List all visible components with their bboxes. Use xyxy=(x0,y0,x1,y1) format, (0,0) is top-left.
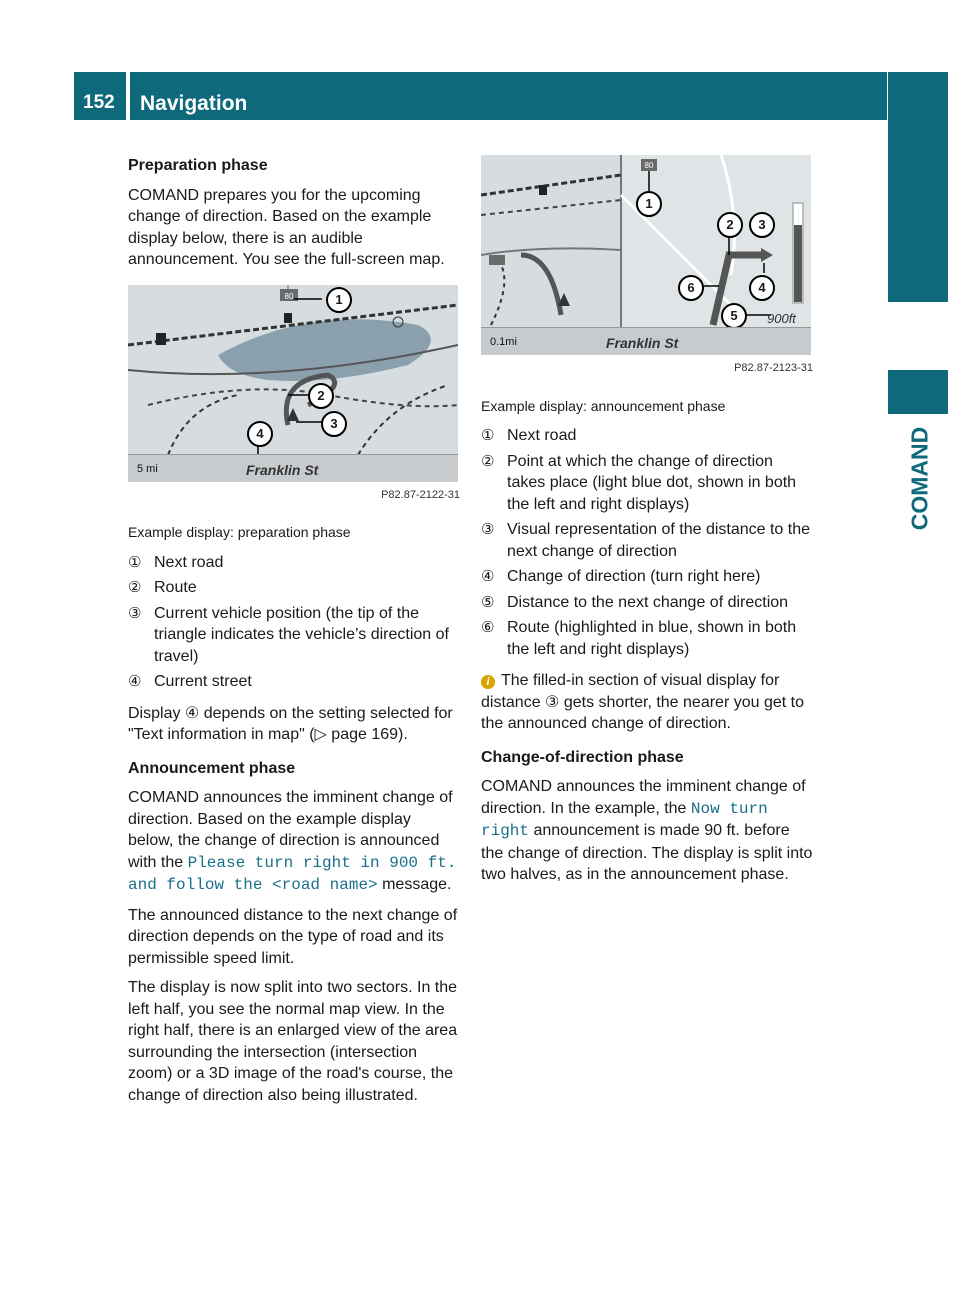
note-text: depends on the setting selected for "Text information in map" (▷ page 169). xyxy=(128,704,453,743)
callout-3: 3 xyxy=(321,411,347,437)
announcement-text xyxy=(128,787,460,897)
item-text: Route (highlighted in blue, shown in both the left and right displays) xyxy=(507,619,797,658)
info-number: ③ xyxy=(545,693,560,711)
figure-code: P82.87-2122-31 xyxy=(381,488,460,501)
list-item xyxy=(128,671,460,693)
item-number: ④ xyxy=(481,568,495,585)
body-text: announcement is made 90 ft. before the change of direction. The display is split into two halves, as in the announcement phase. xyxy=(481,822,813,883)
figure-code: P82.87-2123-31 xyxy=(734,362,813,374)
legend-list xyxy=(481,425,813,660)
figure-caption: Example display: preparation phase xyxy=(128,524,351,540)
prep-text: COMAND prepares you for the upcoming change of direction. Based on the example display below, there is an audible announcement. You see the full-screen map. xyxy=(128,186,445,268)
map-street-name: Franklin St xyxy=(246,461,319,478)
change-of-direction-text xyxy=(481,776,813,886)
callout-5: 5 xyxy=(721,303,747,329)
callout-4: 4 xyxy=(749,275,775,301)
legend-list xyxy=(128,552,460,693)
list-item xyxy=(481,451,813,516)
callout-6: 6 xyxy=(678,275,704,301)
item-number: ⑤ xyxy=(481,593,495,611)
list-item xyxy=(128,552,460,574)
body-text: COMAND announces the imminent change of direction. In the example, the xyxy=(481,778,806,817)
announcement-text-3: The display is now split into two sectors. In the left half, you see the normal map view. In the right half, there is an enlarged view of the area surrounding the intersection (intersection zoom) or a 3D image of the road's course, the change of direction also being illustrated. xyxy=(128,979,458,1104)
figure-preparation xyxy=(128,285,460,507)
callout-2: 2 xyxy=(308,383,334,409)
figure-announcement xyxy=(481,155,813,380)
list-item xyxy=(128,577,460,599)
highway-shield-label: 80 xyxy=(284,291,294,301)
map-graphic xyxy=(481,155,811,355)
item-text: Current vehicle position (the tip of the triangle indicates the vehicle’s direction of travel) xyxy=(154,604,449,665)
display-message: Please turn right in 900 ft. and follow the <road name> xyxy=(128,853,457,894)
callout-1: 1 xyxy=(326,287,352,313)
side-label xyxy=(893,426,943,531)
item-number: ③ xyxy=(481,521,495,538)
side-marker xyxy=(888,370,948,414)
item-number: ① xyxy=(481,427,495,444)
item-number: ② xyxy=(128,579,142,596)
item-number: ② xyxy=(481,452,495,470)
item-text: Next road xyxy=(154,553,224,571)
item-text: Point at which the change of direction takes place (light blue dot, shown in both the left and right displays) xyxy=(507,452,797,513)
callout-1: 1 xyxy=(636,191,662,217)
item-text: Current street xyxy=(154,673,252,690)
item-number: ④ xyxy=(128,673,142,690)
item-text: Route xyxy=(154,579,197,596)
item-number: ⑥ xyxy=(481,619,495,636)
side-tab xyxy=(888,72,948,302)
side-label-text: COMAND xyxy=(906,426,933,531)
info-text: The filled-in section of visual display for distance xyxy=(481,672,780,711)
prep-heading: Preparation phase xyxy=(128,157,268,174)
change-of-direction-heading: Change-of-direction phase xyxy=(481,748,684,766)
list-item xyxy=(481,592,813,614)
map-street-name: Franklin St xyxy=(606,335,679,351)
map-graphic xyxy=(128,285,458,482)
left-column xyxy=(128,155,460,1114)
body-text: message. xyxy=(377,876,452,893)
announcement-text-2: The announced distance to the next change of direction depends on the type of road and its permissible speed limit. xyxy=(128,906,458,967)
list-item xyxy=(481,425,813,447)
highway-shield-label: 80 xyxy=(644,161,654,170)
item-number: ① xyxy=(128,553,142,571)
item-text: Next road xyxy=(507,427,577,444)
item-number: ③ xyxy=(128,604,142,622)
map-status-bar xyxy=(481,327,811,355)
info-note xyxy=(481,670,813,735)
list-item xyxy=(481,617,813,660)
callout-4: 4 xyxy=(247,421,273,447)
page-number-block xyxy=(74,72,126,120)
map-announcement xyxy=(481,155,811,355)
map-scale: 0.1mi xyxy=(490,336,517,348)
page-number: 152 xyxy=(83,92,115,113)
info-icon: i xyxy=(481,675,495,689)
list-item xyxy=(481,566,813,588)
info-text: gets shorter, the nearer you get to the announced change of direction. xyxy=(481,693,804,732)
body-text: COMAND announces the imminent change of direction. Based on the example display below, the change of direction is announced with the xyxy=(128,789,453,871)
item-text: Change of direction (turn right here) xyxy=(507,568,761,585)
note-text: Display xyxy=(128,704,185,722)
callout-2: 2 xyxy=(717,212,743,238)
note-number: ④ xyxy=(184,704,200,722)
map-preparation xyxy=(128,285,458,482)
display-note xyxy=(128,703,460,746)
map-scale: 5 mi xyxy=(137,462,158,475)
display-message: Now turn right xyxy=(481,799,768,840)
announcement-heading: Announcement phase xyxy=(128,759,296,777)
map-status-bar xyxy=(128,454,458,482)
list-item xyxy=(481,519,813,562)
figure-caption: Example display: announcement phase xyxy=(481,397,726,414)
item-text: Visual representation of the distance to the next change of direction xyxy=(507,521,811,560)
list-item xyxy=(128,603,460,668)
item-text: Distance to the next change of direction xyxy=(507,593,789,611)
callout-3: 3 xyxy=(749,212,775,238)
section-title: Navigation xyxy=(140,92,248,115)
right-column xyxy=(481,155,813,894)
distance-readout: 900ft xyxy=(767,311,796,326)
section-header xyxy=(130,72,887,120)
